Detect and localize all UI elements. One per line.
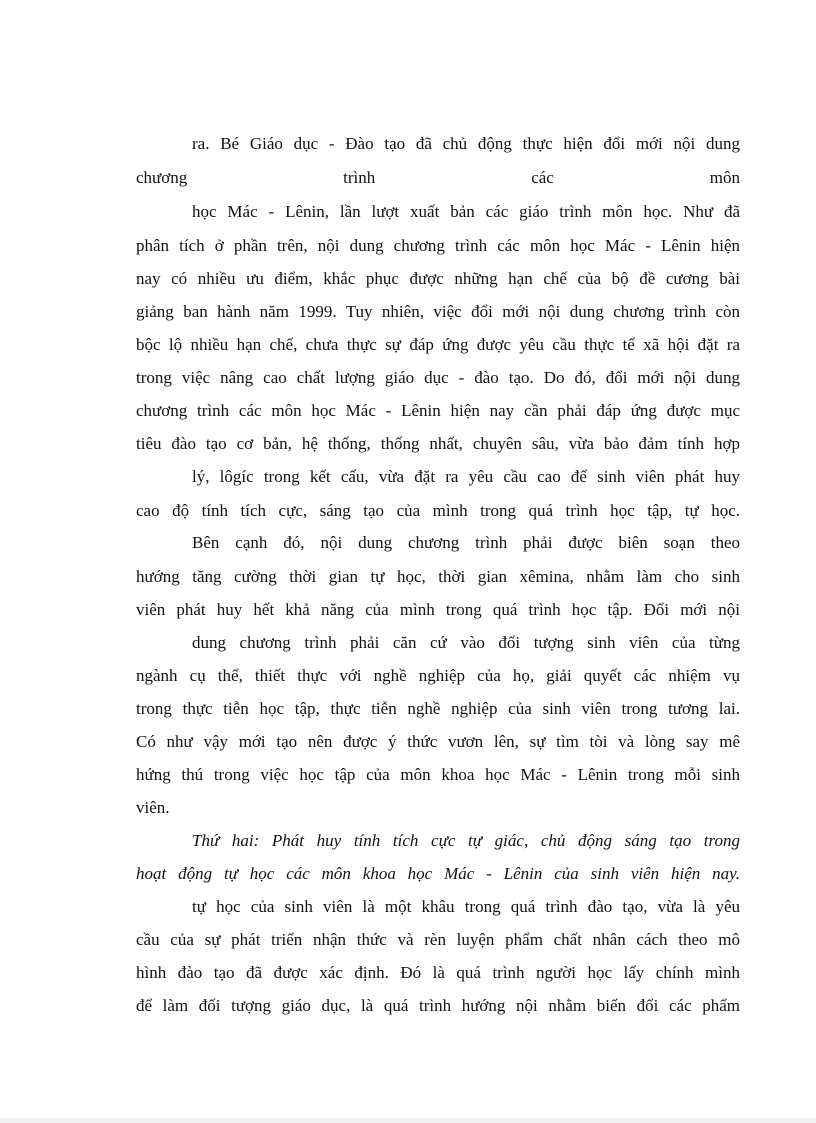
text-line: trong thực tiễn học tập, thực tiễn nghề nghiệp của sinh viên trong tương lai. [136,699,740,718]
text-line: bộc lộ nhiều hạn chế, chưa thực sự đáp ứng được yêu cầu thực tế xã hội đặt ra [136,335,740,354]
text-line: cầu của sự phát triển nhận thức và rèn luyện phẩm chất nhân cách theo mô [136,930,740,949]
text-line: chương trình các môn học Mác - Lênin hiện nay cần phải đáp ứng được mục [136,401,740,420]
text-line: hướng tăng cường thời gian tự học, thời gian xêmina, nhằm làm cho sinh [136,567,740,586]
text-line: tự học của sinh viên là một khâu trong quá trình đào tạo, vừa là yêu [192,897,740,916]
text-line: Có như vậy mới tạo nên được ý thức vươn lên, sự tìm tòi và lòng say mê [136,732,740,751]
text-line: viên. [136,798,170,817]
text-line: dung chương trình phải căn cứ vào đối tượng sinh viên của từng [192,633,740,652]
text-line: chương trình các môn [136,168,740,187]
text-line: cao độ tính tích cực, sáng tạo của mình trong quá trình học tập, tự học. [136,501,740,520]
text-line: hứng thú trong việc học tập của môn khoa học Mác - Lênin trong mỗi sinh [136,765,740,784]
text-line: nay có nhiều ưu điểm, khắc phục được những hạn chế của bộ đề cương bài [136,269,740,288]
text-line: Bên cạnh đó, nội dung chương trình phải được biên soạn theo [192,533,740,552]
text-line: trong việc nâng cao chất lượng giáo dục - đào tạo. Do đó, đổi mới nội dung [136,368,740,387]
section-heading-line: hoạt động tự học các môn khoa học Mác - Lênin của sinh viên hiện nay. [136,864,740,883]
text-line: ra. Bé Giáo dục - Đào tạo đã chủ động thực hiện đổi mới nội dung [192,134,740,153]
text-line: tiêu đào tạo cơ bản, hệ thống, thống nhất, chuyên sâu, vừa bảo đảm tính hợp [136,434,740,453]
text-line: hình đào tạo đã được xác định. Đó là quá trình người học lấy chính mình [136,963,740,982]
page-bottom-edge [0,1118,816,1123]
section-heading-line: Thứ hai: Phát huy tính tích cực tự giác, chủ động sáng tạo trong [192,831,740,850]
text-line: lý, lôgíc trong kết cấu, vừa đặt ra yêu cầu cao để sinh viên phát huy [192,467,740,486]
text-line: giảng ban hành năm 1999. Tuy nhiên, việc đổi mới nội dung chương trình còn [136,302,740,321]
text-line: học Mác - Lênin, lần lượt xuất bản các giáo trình môn học. Như đã [192,202,740,221]
text-line: để làm đối tượng giáo dục, là quá trình hướng nội nhằm biến đổi các phẩm [136,996,740,1015]
text-line: ngành cụ thể, thiết thực với nghề nghiệp của họ, giải quyết các nhiệm vụ [136,666,740,685]
text-line: viên phát huy hết khả năng của mình trong quá trình học tập. Đổi mới nội [136,600,740,619]
text-line: phân tích ở phần trên, nội dung chương trình các môn học Mác - Lênin hiện [136,236,740,255]
